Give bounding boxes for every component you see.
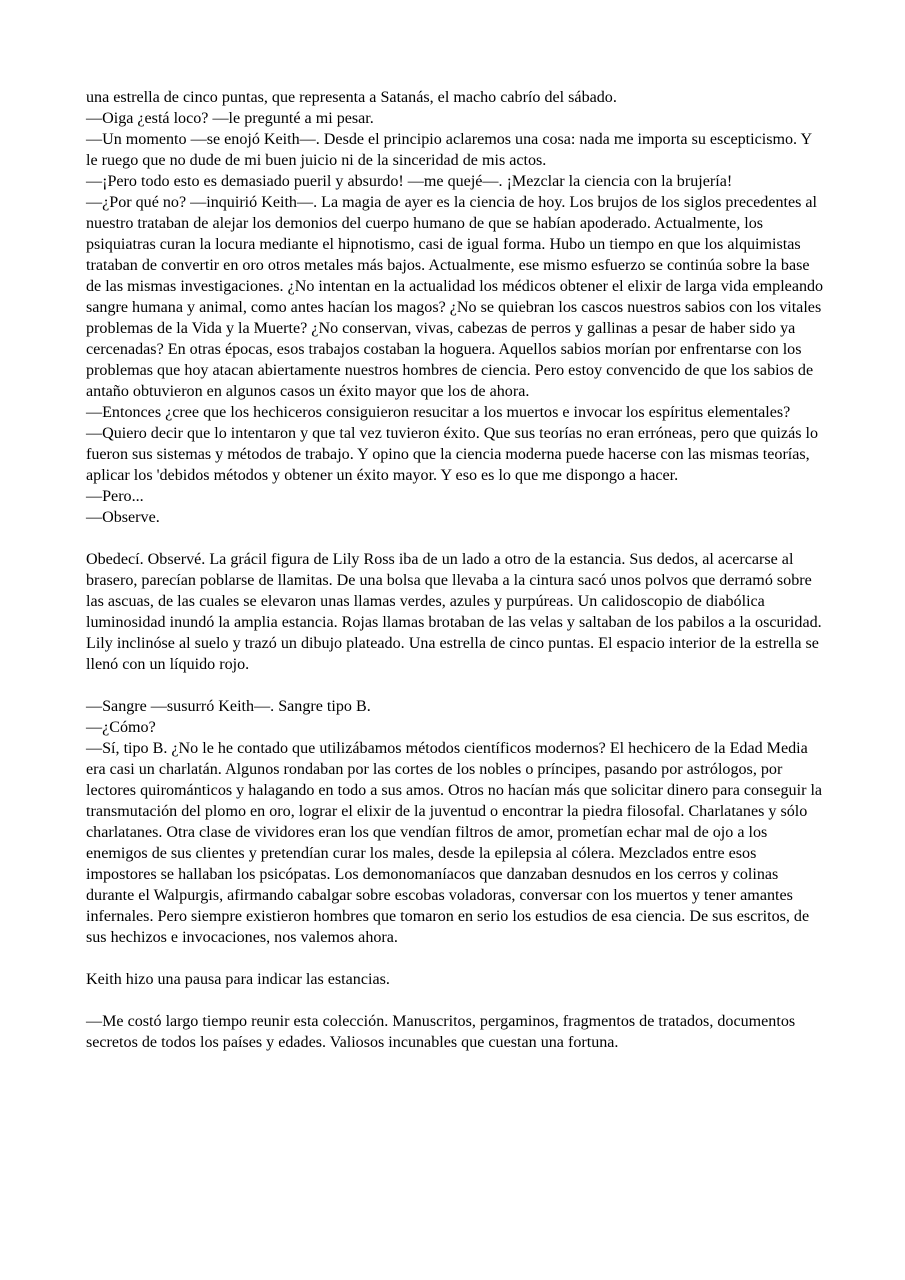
dialogue-line: —Quiero decir que lo intentaron y que tal vez tuvieron éxito. Que sus teorías no eran erróneas, pero que quizás lo fueron sus sistemas y métodos de trabajo. Y opino que la ciencia moderna puede hacerse con las mismas teorías, aplicar los 'debidos métodos y obtener un éxito mayor. Y eso es lo que me dispongo a hacer. — [86, 425, 823, 484]
dialogue-line: —Observe. — [86, 509, 160, 526]
dialogue-line: —Oiga ¿está loco? —le pregunté a mi pesar. — [86, 110, 374, 127]
dialogue-line: —Sí, tipo B. ¿No le he contado que utilizábamos métodos científicos modernos? El hechicero de la Edad Media era casi un charlatán. Algunos rondaban por las cortes de los nobles o príncipes, pasando por astrólogos, por lectores quirománticos y halagando en todo a sus amos. Otros no hacían más que solicitar dinero para conseguir la transmutación del plomo en oro, lograr el elixir de la juventud o encontrar la piedra filosofal. Charlatanes y sólo charlatanes. Otra clase de vividores eran los que vendían filtros de amor, prometían echar mal de ojo a los enemigos de sus clientes y pretendían curar los males, desde la epilepsia al cólera. Mezclados entre esos impostores se hallaban los psicópatas. Los demonomaníacos que danzaban desnudos en los cerros y colinas durante el Walpurgis, afirmando cabalgar sobre escobas voladoras, conversar con los muertos y tener amantes infernales. Pero siempre existieron hombres que tomaron en serio los estudios de esa ciencia. De sus escritos, de sus hechizos e invocaciones, nos valemos ahora. — [86, 740, 827, 946]
text-line: una estrella de cinco puntas, que representa a Satanás, el macho cabrío del sábado. — [86, 89, 617, 106]
dialogue-line: —Pero... — [86, 488, 144, 505]
paragraph-block — [86, 696, 826, 948]
document-page — [86, 87, 826, 1053]
dialogue-line: —Entonces ¿cree que los hechiceros consiguieron resucitar a los muertos e invocar los espíritus elementales? — [86, 404, 791, 421]
paragraph-text: Keith hizo una pausa para indicar las estancias. — [86, 971, 390, 988]
dialogue-line: —¿Por qué no? —inquirió Keith—. La magia de ayer es la ciencia de hoy. Los brujos de los siglos precedentes al nuestro trataban de alejar los demonios del cuerpo humano de que se habían apoderado. Actualmente, los psiquiatras curan la locura mediante el hipnotismo, casi de igual forma. Hubo un tiempo en que los alquimistas trataban de convertir en oro otros metales más bajos. Actualmente, ese mismo esfuerzo se continúa sobre la base de las mismas investigaciones. ¿No intentan en la actualidad los médicos obtener el elixir de larga vida empleando sangre humana y animal, como antes hacían los magos? ¿No se quiebran los cascos nuestros sabios con los vitales problemas de la Vida y la Muerte? ¿No conservan, vivas, cabezas de perros y gallinas a pesar de haber sido ya cercenadas? En otras épocas, esos trabajos costaban la hoguera. Aquellos sabios morían por enfrentarse con los problemas que hoy atacan abiertamente nuestros hombres de ciencia. Pero estoy convencido de que los sabios de antaño obtuvieron en algunos casos un éxito mayor que los de ahora. — [86, 194, 828, 400]
dialogue-line: —Un momento —se enojó Keith—. Desde el principio aclaremos una cosa: nada me importa su escepticismo. Y le ruego que no dude de mi buen juicio ni de la sinceridad de mis actos. — [86, 131, 816, 169]
paragraph-block — [86, 87, 826, 528]
dialogue-line: —Sangre —susurró Keith—. Sangre tipo B. — [86, 698, 371, 715]
dialogue-line: —¿Cómo? — [86, 719, 156, 736]
paragraph-text: Obedecí. Observé. La grácil figura de Lily Ross iba de un lado a otro de la estancia. Sus dedos, al acercarse al brasero, parecían poblarse de llamitas. De una bolsa que llevaba a la cintura sacó unos polvos que derramó sobre las ascuas, de las cuales se elevaron unas llamas verdes, azules y purpúreas. Un calidoscopio de diabólica luminosidad inundó la amplia estancia. Rojas llamas brotaban de las velas y saltaban de los pabilos a la oscuridad. Lily inclinóse al suelo y trazó un dibujo plateado. Una estrella de cinco puntas. El espacio interior de la estrella se llenó con un líquido rojo. — [86, 551, 826, 673]
paragraph-block — [86, 549, 826, 675]
paragraph-block — [86, 1011, 826, 1053]
paragraph-block — [86, 969, 826, 990]
dialogue-line: —¡Pero todo esto es demasiado pueril y absurdo! —me quejé—. ¡Mezclar la ciencia con la brujería! — [86, 173, 733, 190]
dialogue-line: —Me costó largo tiempo reunir esta colección. Manuscritos, pergaminos, fragmentos de tratados, documentos secretos de todos los países y edades. Valiosos incunables que cuestan una fortuna. — [86, 1013, 800, 1051]
